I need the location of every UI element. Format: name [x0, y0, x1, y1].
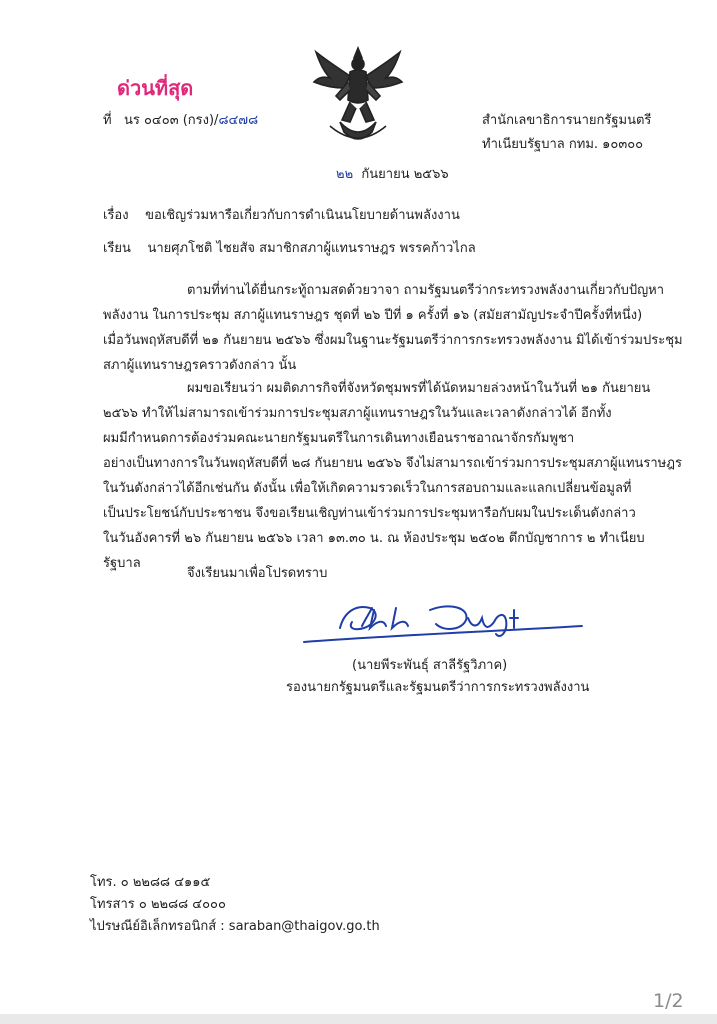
- urgency-stamp: ด่วนที่สุด: [117, 76, 194, 100]
- paragraph-line: เป็นประโยชน์กับประชาชน จึงขอเรียนเชิญท่านเข้าร่วมการประชุมหารือกับผมในประเด็นดังกล่าว: [103, 506, 636, 521]
- office-address-line2: ทำเนียบรัฐบาล กทม. ๑๐๓๐๐: [482, 137, 644, 152]
- recipient-text: นายศุภโชติ ไชยสัจ สมาชิกสภาผู้แทนราษฎร พรรคก้าวไกล: [147, 241, 476, 256]
- paragraph-line: ผมมีกำหนดการต้องร่วมคณะนายกรัฐมนตรีในการเดินทางเยือนราชอาณาจักรกัมพูชา: [103, 431, 575, 446]
- subject-text: ขอเชิญร่วมหารือเกี่ยวกับการดำเนินนโยบายด้านพลังงาน: [145, 208, 460, 223]
- ref-code: นร ๐๔๐๓ (กรง)/: [123, 113, 219, 128]
- reference-number: [103, 112, 258, 129]
- letter-date: [336, 166, 449, 183]
- ref-handwritten-number: ๘๔๗๘: [218, 113, 259, 128]
- subject-line: [103, 207, 460, 224]
- paragraph-line: เมื่อวันพฤหัสบดีที่ ๒๑ กันยายน ๒๕๖๖ ซึ่งผมในฐานะรัฐมนตรีว่าการกระทรวงพลังงาน มิได้เข้าร่วมประชุม: [103, 333, 683, 348]
- date-day: ๒๒: [336, 167, 354, 182]
- paragraph-line: สภาผู้แทนราษฎรคราวดังกล่าว นั้น: [103, 358, 297, 373]
- subject-label: เรื่อง: [103, 208, 129, 223]
- garuda-emblem-icon: [310, 42, 406, 150]
- ref-prefix: ที่: [103, 113, 112, 128]
- paragraph-line: ในวันอังคารที่ ๒๖ กันยายน ๒๕๖๖ เวลา ๑๓.๓๐ น. ณ ห้องประชุม ๒๕๐๒ ตึกบัญชาการ ๒ ทำเนียบ: [103, 531, 645, 546]
- signer-title: รองนายกรัฐมนตรีและรัฐมนตรีว่าการกระทรวงพลังงาน: [286, 680, 590, 695]
- date-month-year: กันยายน ๒๕๖๖: [361, 167, 449, 182]
- paragraph-1: [103, 282, 683, 374]
- paragraph-line: ตามที่ท่านได้ยื่นกระทู้ถามสดด้วยวาจา ถามรัฐมนตรีว่ากระทรวงพลังงานเกี่ยวกับปัญหา: [187, 283, 665, 298]
- page-indicator: 1/2: [653, 990, 684, 1012]
- signature-icon: [300, 598, 585, 652]
- paragraph-line: ผมขอเรียนว่า ผมติดภารกิจที่จังหวัดชุมพรที่ได้นัดหมายล่วงหน้าในวันที่ ๒๑ กันยายน: [187, 381, 651, 396]
- paragraph-line: ในวันดังกล่าวได้อีกเช่นกัน ดังนั้น เพื่อให้เกิดความรวดเร็วในการสอบถามและแลกเปลี่ยนข้อมูลที่: [103, 481, 632, 496]
- contact-email: ไปรษณีย์อิเล็กทรอนิกส์ : saraban@thaigov.go.th: [90, 919, 380, 934]
- office-address-line1: สำนักเลขาธิการนายกรัฐมนตรี: [482, 113, 652, 128]
- paragraph-line: อย่างเป็นทางการในวันพฤหัสบดีที่ ๒๘ กันยายน ๒๕๖๖ จึงไม่สามารถเข้าร่วมการประชุมสภาผู้แทนราษฎร: [103, 456, 682, 471]
- paragraph-line: พลังงาน ในการประชุม สภาผู้แทนราษฎร ชุดที่ ๒๖ ปีที่ ๑ ครั้งที่ ๑๖ (สมัยสามัญประจำปีครั้งที่หนึ่ง): [103, 308, 643, 323]
- paragraph-line: รัฐบาล: [103, 556, 141, 571]
- paragraph-line: ๒๕๖๖ ทำให้ไม่สามารถเข้าร่วมการประชุมสภาผู้แทนราษฎรในวันและเวลาดังกล่าวได้ อีกทั้ง: [103, 406, 612, 421]
- closing-line: จึงเรียนมาเพื่อโปรดทราบ: [187, 566, 328, 581]
- recipient-line: [103, 240, 476, 257]
- contact-phone: โทร. ๐ ๒๒๘๘ ๔๑๑๕: [90, 875, 211, 890]
- paragraph-2: [103, 380, 682, 572]
- contact-fax: โทรสาร ๐ ๒๒๘๘ ๔๐๐๐: [90, 897, 226, 912]
- recipient-label: เรียน: [103, 241, 131, 256]
- signer-name: (นายพีระพันธุ์ สาลีรัฐวิภาค): [352, 658, 508, 673]
